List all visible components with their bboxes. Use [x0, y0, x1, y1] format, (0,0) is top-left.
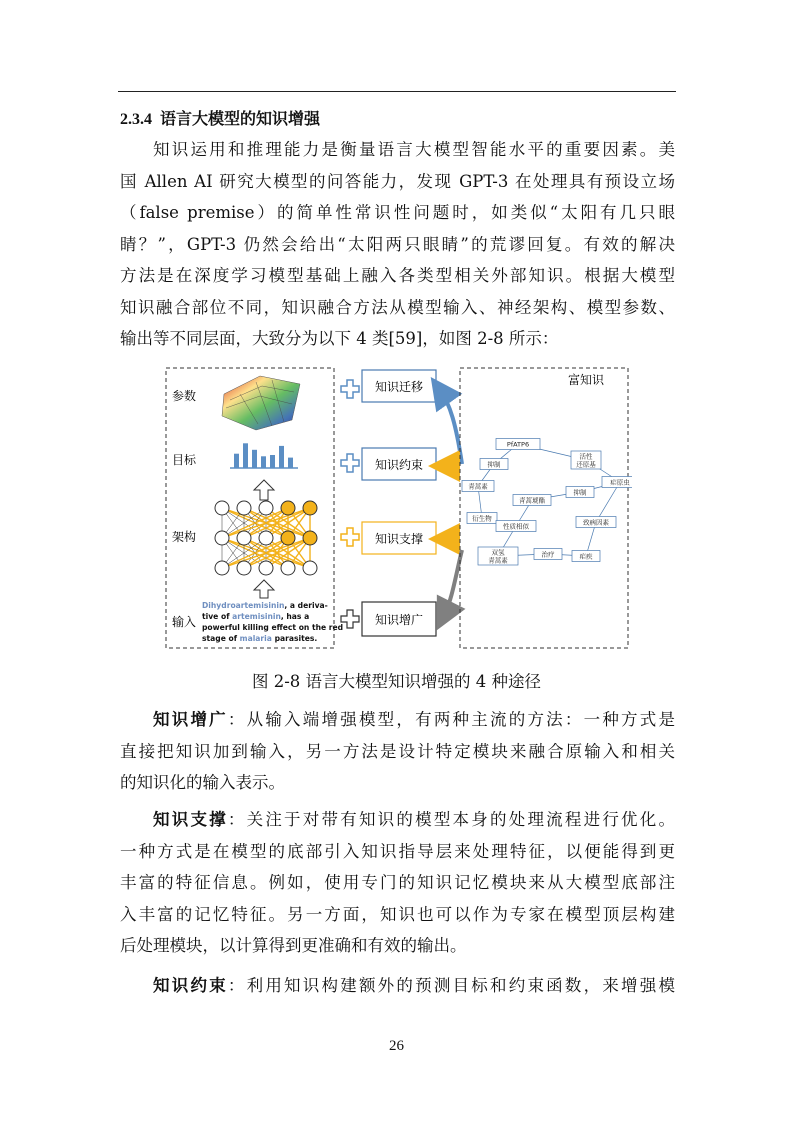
text-line: 方法是在深度学习模型基础上融入各类型相关外部知识。根据大模型 — [120, 266, 675, 285]
bar — [243, 443, 248, 468]
kg-node-label: 青蒿琥酯 — [519, 496, 545, 505]
text-line: （false premise）的简单性常识性问题时，如类似“太阳有几只眼 — [120, 203, 675, 222]
input-token: artemisinin — [232, 612, 281, 621]
row-label-params: 参数 — [172, 389, 197, 403]
input-line-4 — [202, 634, 317, 643]
net-node — [303, 561, 317, 575]
term-knowledge-support: 知识支撑 — [153, 810, 228, 829]
kg-node-label: 疟原虫 — [610, 478, 630, 487]
input-line-3 — [202, 623, 343, 632]
text-line: 知识运用和推理能力是衡量语言大模型智能水平的重要因素。美 — [153, 140, 675, 159]
kg-node-label: 双氢 — [491, 548, 505, 557]
paragraph-augmentation — [120, 704, 675, 799]
text-line: 后处理模块，以计算得到更准确和有效的输出。 — [120, 936, 467, 955]
neural-network-diagram — [215, 501, 317, 575]
text-line: 一种方式是在模型的底部引入知识指导层来处理特征，以便能得到更 — [120, 841, 675, 861]
header-rule — [118, 91, 676, 92]
net-node — [259, 501, 273, 515]
input-line-1 — [202, 601, 328, 610]
input-token: parasites. — [271, 634, 318, 643]
input-token: Dihydroartemisinin — [202, 601, 285, 610]
row-label-architecture: 架构 — [172, 530, 197, 544]
text-line: 输出等不同层面，大致分为以下 4 类[59]，如图 2-8 所示： — [120, 329, 559, 348]
bar — [252, 450, 257, 468]
plus-icon — [341, 610, 359, 628]
net-node — [237, 561, 251, 575]
net-node — [237, 531, 251, 545]
arrow-transfer — [440, 390, 462, 464]
section-title: 语言大模型的知识增强 — [160, 109, 321, 128]
kg-edge — [596, 482, 620, 522]
input-token: tive of — [202, 612, 233, 621]
paragraph-support — [120, 804, 675, 962]
net-node — [259, 561, 273, 575]
kg-node-label: 致病因素 — [583, 518, 609, 527]
input-token: powerful killing effect on the red — [202, 623, 344, 632]
bar — [261, 456, 266, 468]
up-arrow-icon — [254, 480, 274, 500]
kg-node-label: 疟疾 — [579, 552, 593, 561]
kg-node-label: 性质相似 — [503, 522, 529, 531]
text-line: 直接把知识加到输入，另一方法是设计特定模块来融合原输入和相关 — [120, 741, 675, 761]
kg-node-label: 衍生物 — [472, 514, 492, 523]
kg-node-label: 还原基 — [576, 460, 596, 469]
page-number: 26 — [389, 1038, 404, 1054]
kg-node-label: 活性 — [579, 452, 593, 461]
input-token: malaria — [239, 634, 272, 643]
bar — [288, 458, 293, 468]
box-label: 知识迁移 — [374, 380, 424, 394]
text-line: 国 Allen AI 研究大模型的问答能力，发现 GPT-3 在处理具有预设立场 — [120, 171, 675, 191]
net-node — [215, 531, 229, 545]
text-line: 知识融合部位不同，知识融合方法从模型输入、神经架构、模型参数、 — [120, 297, 675, 317]
paragraph-intro — [120, 134, 675, 355]
section-number: 2.3.4 — [120, 111, 152, 128]
figure-knowledge-enhancement — [160, 364, 632, 652]
bar — [234, 454, 239, 468]
net-node — [237, 501, 251, 515]
knowledge-graph — [462, 439, 632, 566]
input-text-sample — [202, 601, 343, 643]
input-token: , a deriva- — [284, 601, 328, 610]
text-line — [120, 704, 675, 736]
text-line: 丰富的特征信息。例如，使用专门的知识记忆模块来从大模型底部注 — [120, 873, 675, 892]
text-line: 睛？”，GPT-3 仍然会给出“太阳两只眼睛”的荒谬回复。有效的解决 — [120, 234, 675, 254]
bar — [270, 455, 275, 468]
kg-node-label: PfATP6 — [506, 440, 530, 449]
net-node — [303, 501, 317, 515]
net-node — [281, 501, 295, 515]
input-token: , has a — [280, 612, 310, 621]
figure-caption: 图 2-8 语言大模型知识增强的 4 种途径 — [251, 672, 542, 691]
term-knowledge-augmentation: 知识增广 — [153, 710, 228, 729]
net-node — [215, 501, 229, 515]
plus-icon — [341, 528, 359, 546]
text-line: 入丰富的记忆特征。另一方面，知识也可以作为专家在模型顶层构建 — [120, 904, 675, 924]
box-label: 知识增广 — [374, 613, 424, 627]
net-node — [215, 561, 229, 575]
arrow-augmentation — [444, 550, 462, 616]
plus-icon — [341, 454, 359, 472]
text-fragment: ：从输入端增强模型，有两种主流的方法：一种方式是 — [227, 710, 676, 729]
term-knowledge-constraint: 知识约束 — [153, 976, 228, 995]
kg-node-label: 青蒿素 — [488, 556, 508, 565]
text-line — [120, 970, 675, 1002]
plus-icon — [341, 380, 359, 398]
net-node — [281, 561, 295, 575]
input-token: stage of — [202, 634, 240, 643]
rich-knowledge-title: 富知识 — [567, 373, 605, 387]
kg-node-label: 抑制 — [573, 488, 587, 497]
kg-node-label: 青蒿素 — [468, 482, 488, 491]
parameter-surface-plot — [222, 376, 300, 430]
kg-node-label: 治疗 — [541, 550, 555, 559]
net-node — [281, 531, 295, 545]
input-line-2 — [202, 612, 309, 621]
text-line: 的知识化的输入表示。 — [120, 773, 285, 792]
row-label-input: 输入 — [172, 615, 197, 629]
row-label-objective: 目标 — [172, 453, 197, 467]
paragraph-constraint — [120, 970, 675, 1002]
bar — [279, 446, 284, 468]
net-node — [303, 531, 317, 545]
rich-knowledge-panel — [460, 368, 628, 648]
objective-bar-icon — [230, 443, 298, 468]
section-heading — [120, 106, 320, 129]
kg-node-label: 抑制 — [487, 460, 501, 469]
text-fragment: ：利用知识构建额外的预测目标和约束函数，来增强模 — [227, 976, 676, 995]
up-arrow-icon — [254, 580, 274, 598]
box-label: 知识约束 — [374, 458, 424, 472]
text-line — [120, 804, 675, 836]
net-node — [259, 531, 273, 545]
text-fragment: ：关注于对带有知识的模型本身的处理流程进行优化。 — [227, 810, 676, 829]
box-label: 知识支撑 — [374, 532, 424, 546]
